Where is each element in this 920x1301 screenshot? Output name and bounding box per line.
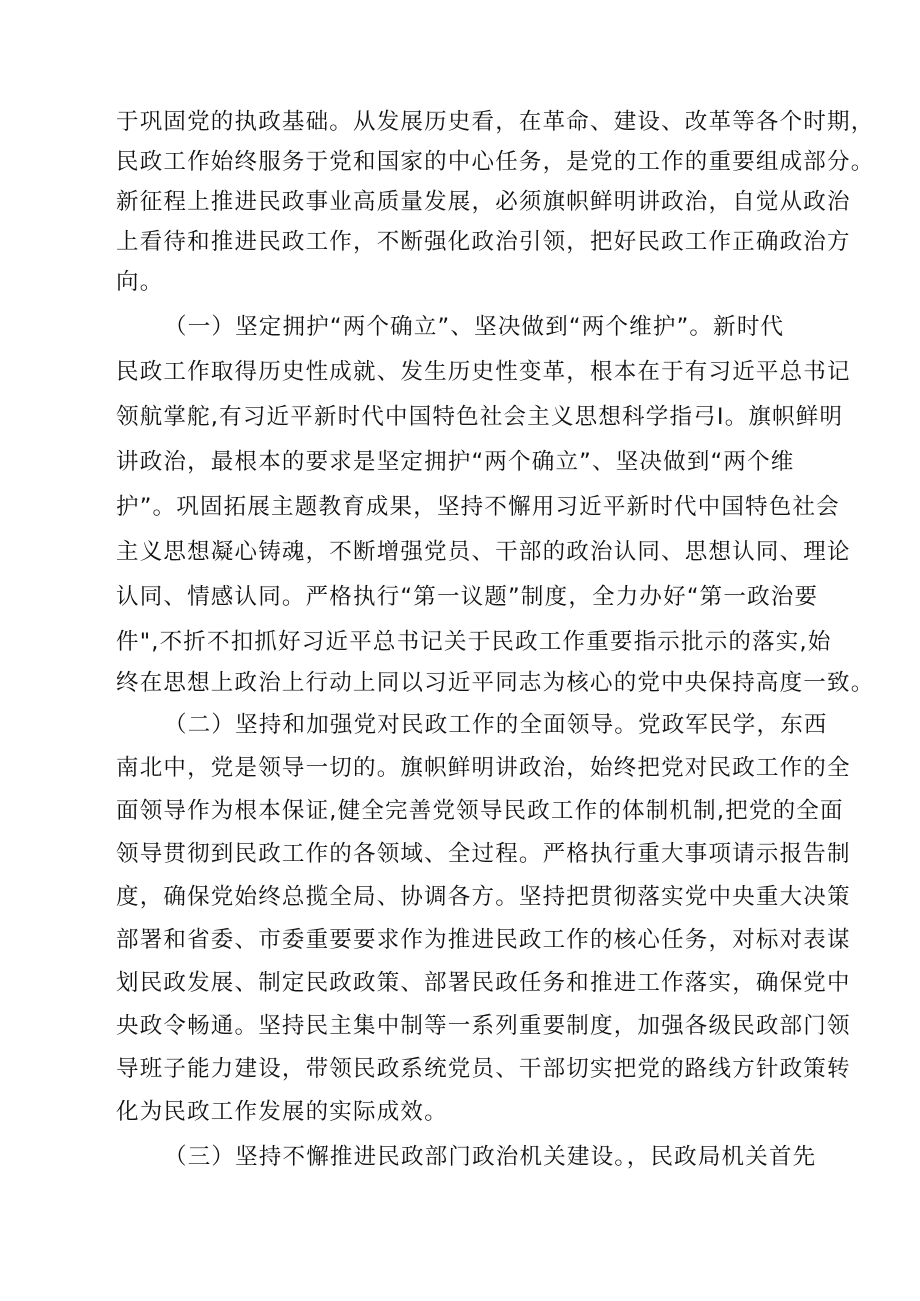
section-heading-line: （二）坚持和加强党对民政工作的全面领导。党政军民学，东西 <box>164 712 828 738</box>
text-line: 于巩固党的执政基础。从发展历史看，在革命、建设、改革等各个时期， <box>116 109 875 135</box>
text-line: 讲政治，最根本的要求是坚定拥护“两个确立”、坚决做到“两个维 <box>116 449 795 475</box>
text-line: 认同、情感认同。严格执行“第一议题”制度，全力办好“第一政治要 <box>116 584 819 610</box>
text-line: 导班子能力建设，带领民政系统党员、干部切实把党的路线方针政策转 <box>116 1056 851 1082</box>
text-line: 新征程上推进民政事业高质量发展，必须旗帜鲜明讲政治，自觉从政治 <box>116 189 851 215</box>
text-line: 领导贯彻到民政工作的各领域、全过程。严格执行重大事项请示报告制 <box>116 841 851 867</box>
text-line: 面领导作为根本保证,健全完善党领导民政工作的体制机制,把党的全面 <box>116 798 844 824</box>
section-heading-line: （一）坚定拥护“两个确立”、坚决做到“两个维护”。新时代 <box>164 314 785 340</box>
text-line: 上看待和推进民政工作，不断强化政治引领，把好民政工作正确政治方 <box>116 229 851 255</box>
text-line: 主义思想凝心铸魂，不断增强党员、干部的政治认同、思想认同、理论 <box>116 539 851 565</box>
text-line: 部署和省委、市委重要要求作为推进民政工作的核心任务，对标对表谋 <box>116 927 851 953</box>
text-line: 化为民政工作发展的实际成效。 <box>116 1099 448 1125</box>
text-line: 领航掌舵,有习近平新时代中国特色社会主义思想科学指弓I。旗帜鲜明 <box>116 404 844 430</box>
text-line: 央政令畅通。坚持民主集中制等一系列重要制度，加强各级民政部门领 <box>116 1013 851 1039</box>
text-line: 向。 <box>116 269 164 295</box>
text-line: 护”。巩固拓展主题教育成果，坚持不懈用习近平新时代中国特色社会 <box>116 494 840 520</box>
text-line: 度，确保党始终总揽全局、协调各方。坚持把贯彻落实党中央重大决策 <box>116 884 851 910</box>
text-line: 划民政发展、制定民政政策、部署民政任务和推进工作落实，确保党中 <box>116 970 851 996</box>
text-line: 终在思想上政治上行动上同以习近平同志为核心的党中央保持高度一致。 <box>116 670 875 696</box>
text-line: 南北中，党是领导一切的。旗帜鲜明讲政治，始终把党对民政工作的全 <box>116 755 851 781</box>
section-heading-line: （三）坚持不懈推进民政部门政治机关建设。，民政局机关首先 <box>164 1144 817 1170</box>
text-line: 民政工作取得历史性成就、发生历史性变革，根本在于有习近平总书记 <box>116 359 851 385</box>
text-line: 件",不折不扣抓好习近平总书记关于民政工作重要指示批示的落实,始 <box>116 629 832 655</box>
text-line: 民政工作始终服务于党和国家的中心任务，是党的工作的重要组成部分。 <box>116 149 875 175</box>
